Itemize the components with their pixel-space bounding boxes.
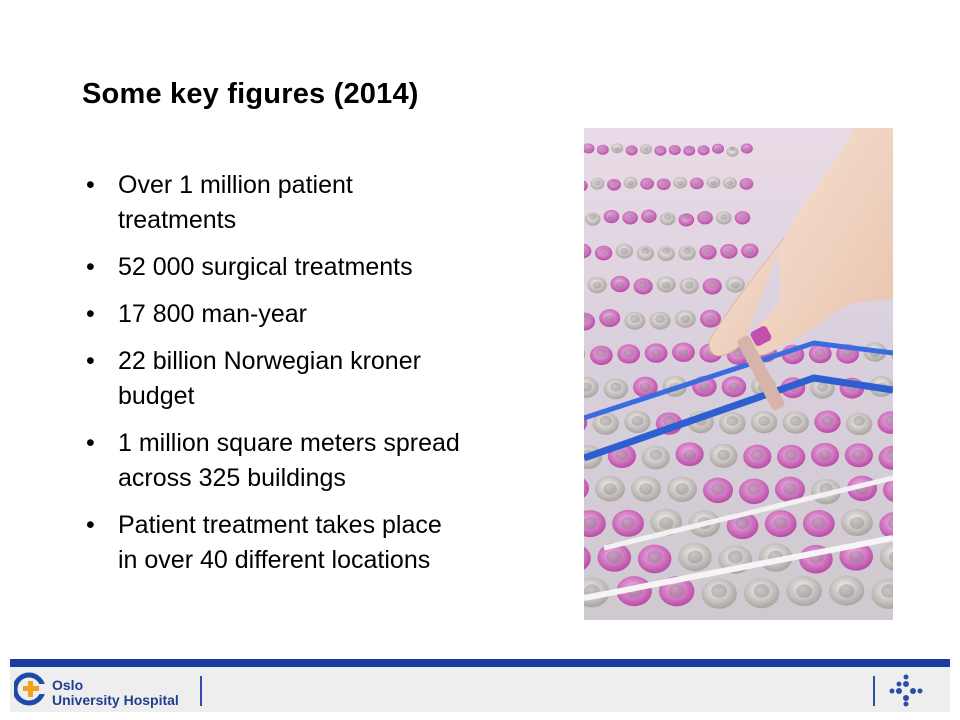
tube-cap-hole: [621, 248, 629, 255]
hospital-name: [52, 678, 179, 708]
list-item: [86, 344, 536, 414]
tube-cap-hole: [661, 180, 667, 185]
tube-cap-hole: [785, 450, 798, 461]
tube-cap-hole: [725, 248, 733, 255]
tube-cap-hole: [731, 281, 740, 288]
tube-cap-hole: [600, 416, 612, 426]
bullet-dot: •: [86, 511, 95, 539]
tube-cap-hole: [639, 483, 653, 494]
tube-cap-hole: [683, 248, 691, 255]
tube-cap-hole: [819, 450, 832, 461]
sample-tubes-illustration: [584, 128, 893, 620]
tube-cap-hole: [630, 315, 639, 323]
bullet-line: treatments: [118, 206, 237, 234]
tube-cap-hole: [790, 416, 802, 426]
list-item: [86, 426, 536, 496]
tube-cap-hole: [631, 416, 643, 426]
bullet-line: budget: [118, 382, 195, 410]
tube-cap-hole: [649, 450, 662, 461]
tube-cap-hole: [849, 551, 864, 564]
tube-cap-hole: [706, 315, 715, 323]
tube-cap-hole: [817, 382, 828, 391]
tube-cap-hole: [853, 416, 865, 426]
tube-cap-hole: [704, 248, 712, 255]
tube-cap-hole: [681, 315, 690, 323]
hospital-logo-icon: [14, 672, 48, 706]
tube-cap-hole: [711, 584, 727, 597]
tube-cap-hole: [758, 416, 770, 426]
tube-cap-hole: [608, 214, 615, 220]
tube-cap-hole: [850, 517, 864, 529]
bullet-line: 52 000 surgical treatments: [118, 253, 413, 281]
tube-cap-hole: [610, 382, 621, 391]
footer: [10, 667, 950, 712]
dot-pattern-icon: [886, 673, 926, 707]
tube-cap-hole: [796, 584, 812, 597]
bullet-line: 1 million square meters spread: [118, 429, 460, 457]
tube-cap-hole: [744, 147, 749, 152]
hospital-name-line1: Oslo: [52, 677, 84, 693]
tube-cap-hole: [605, 315, 614, 323]
tube-cap-hole: [701, 147, 706, 152]
tube-cap-hole: [735, 517, 749, 529]
tube-cap-hole: [672, 147, 677, 152]
bullet-line: across 325 buildings: [118, 464, 346, 492]
tube-cap-hole: [685, 281, 694, 288]
tube-cap-hole: [627, 214, 634, 220]
tube-cap-hole: [683, 214, 690, 220]
list-item: [86, 508, 536, 578]
tube-cap-hole: [640, 382, 651, 391]
list-item: [86, 297, 536, 332]
tube-cap-hole: [739, 214, 746, 220]
hospital-name-line2: University Hospital: [52, 692, 179, 708]
tube-cap-hole: [593, 281, 602, 288]
tube-cap-hole: [621, 517, 635, 529]
sample-tubes-photo: [584, 128, 893, 620]
tube-cap-hole: [629, 147, 634, 152]
tube-cap-hole: [715, 147, 720, 152]
tube-cap-hole: [687, 147, 692, 152]
key-figures-list: [86, 168, 536, 590]
tube-cap-hole: [730, 147, 735, 152]
footer-divider: [873, 676, 875, 706]
tube-cap-hole: [662, 281, 671, 288]
tube-cap-hole: [627, 180, 633, 185]
tube-cap-hole: [643, 147, 648, 152]
tube-cap-hole: [589, 214, 596, 220]
tube-cap-hole: [751, 450, 764, 461]
tube-cap-hole: [669, 584, 685, 597]
tube-cap-hole: [615, 147, 620, 152]
tube-cap-hole: [727, 180, 733, 185]
bullet-line: in over 40 different locations: [118, 546, 431, 574]
tube-cap-hole: [702, 214, 709, 220]
tube-cap-hole: [641, 248, 649, 255]
tube-cap-hole: [726, 416, 738, 426]
tube-cap-hole: [600, 147, 605, 152]
tube-cap-hole: [594, 180, 600, 185]
tube-cap-hole: [812, 517, 826, 529]
tube-cap-hole: [687, 551, 702, 564]
tube-cap-hole: [839, 584, 855, 597]
bullet-dot: •: [86, 429, 95, 457]
tube-cap-hole: [662, 248, 670, 255]
list-item: [86, 168, 536, 238]
tube-cap-hole: [699, 382, 710, 391]
tube-cap-hole: [720, 214, 727, 220]
tube-cap-hole: [694, 180, 700, 185]
tube-cap-hole: [822, 416, 834, 426]
tube-cap-hole: [728, 382, 739, 391]
tube-cap-hole: [644, 180, 650, 185]
footer-accent-bar: [10, 659, 950, 667]
tube-cap-hole: [603, 483, 617, 494]
tube-cap-hole: [651, 349, 661, 358]
tube-cap-hole: [678, 349, 688, 358]
tube-cap-hole: [645, 214, 652, 220]
tube-cap-hole: [852, 450, 865, 461]
footer-divider: [200, 676, 202, 706]
tube-cap-hole: [639, 281, 648, 288]
tube-cap-hole: [774, 517, 788, 529]
tube-cap-hole: [675, 483, 689, 494]
slide-title: Some key figures (2014): [82, 78, 419, 110]
tube-cap-hole: [677, 180, 683, 185]
tube-cap-hole: [708, 281, 717, 288]
bullet-line: Patient treatment takes place: [118, 511, 442, 539]
tube-cap-hole: [754, 584, 770, 597]
bullet-dot: •: [86, 253, 95, 281]
tube-cap-hole: [664, 214, 671, 220]
bullet-line: 22 billion Norwegian kroner: [118, 347, 421, 375]
tube-cap-hole: [728, 551, 743, 564]
tube-cap-hole: [586, 147, 591, 152]
tube-cap-hole: [743, 180, 749, 185]
tube-cap-hole: [658, 147, 663, 152]
tube-cap-hole: [659, 517, 673, 529]
bullet-dot: •: [86, 300, 95, 328]
tube-cap-hole: [616, 281, 625, 288]
tube-cap-hole: [616, 450, 629, 461]
tube-cap-hole: [596, 349, 606, 358]
tube-cap-hole: [783, 483, 797, 494]
tube-cap-hole: [647, 551, 662, 564]
tube-cap-hole: [711, 483, 725, 494]
tube-cap-hole: [655, 315, 664, 323]
tube-cap-hole: [624, 349, 634, 358]
tube-cap-hole: [746, 248, 754, 255]
bullet-dot: •: [86, 347, 95, 375]
bullet-line: 17 800 man-year: [118, 300, 308, 328]
tube-cap-hole: [683, 450, 696, 461]
tube-cap-hole: [607, 551, 622, 564]
tube-cap-hole: [747, 483, 761, 494]
list-item: [86, 250, 536, 285]
tube-cap-hole: [717, 450, 730, 461]
tube-cap-hole: [710, 180, 716, 185]
tube-cap-hole: [815, 349, 825, 358]
bullet-dot: •: [86, 171, 95, 199]
tube-cap-hole: [600, 248, 608, 255]
bullet-line: Over 1 million patient: [118, 171, 353, 199]
tube-cap-hole: [611, 180, 617, 185]
